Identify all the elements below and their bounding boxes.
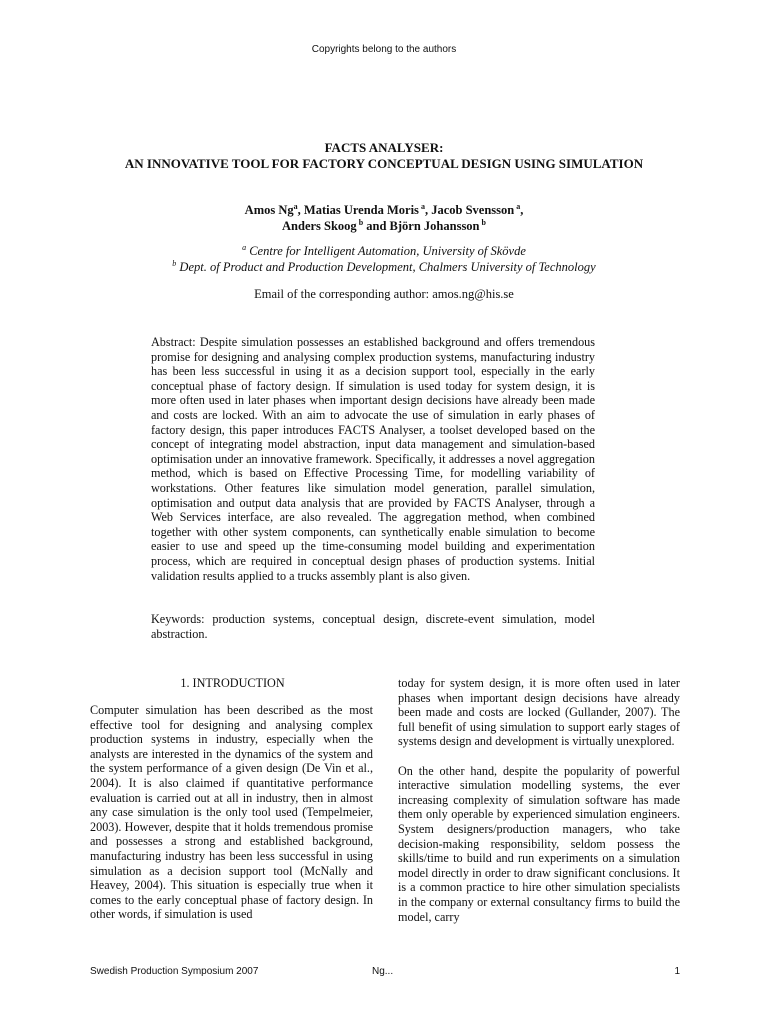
- affiliation-text: Dept. of Product and Production Development, Chalmers University of Technology: [176, 260, 596, 274]
- body-column-left: Computer simulation has been described as the most effective tool for designing and analysing complex production systems in industry, especially when the analysts are interested in the dynamics of the system and the system performance of a given design (De Vin et al., 2004). It is also claimed if quantitative performance evaluation is carried out at all in industry, then in almost any case simulation is the only tool used (Tempelmeier, 2003). However, despite that it holds tremendous promise and possesses a strong and established background, manufacturing industry has been less successful in using simulation as a decision support tool (McNally and Heavey, 2004). This situation is especially true when it comes to the early conceptual phase of factory design. In other words, if simulation is used: [90, 703, 373, 922]
- affiliation-a: [110, 243, 658, 259]
- affiliation-marker: b: [172, 258, 177, 268]
- author-name: , Jacob Svensson: [424, 203, 515, 217]
- affiliation-text: Centre for Intelligent Automation, University of Skövde: [246, 244, 526, 258]
- paper-title: [60, 140, 708, 172]
- affiliation-marker: a: [293, 201, 298, 211]
- title-line-2: AN INNOVATIVE TOOL FOR FACTORY CONCEPTUAL DESIGN USING SIMULATION: [124, 156, 644, 171]
- affiliation-b: [110, 259, 658, 275]
- affiliations: [110, 243, 658, 275]
- authors-line-1: [140, 202, 628, 218]
- page-number: 1: [674, 966, 680, 977]
- affiliation-marker: b: [356, 217, 364, 227]
- header-copyright-note: Copyrights belong to the authors: [311, 44, 457, 55]
- section-heading-introduction: 1. INTRODUCTION: [180, 676, 285, 690]
- author-name: Amos Ng: [244, 203, 294, 217]
- affiliation-marker: a: [418, 201, 425, 211]
- affiliation-marker: a: [514, 201, 521, 211]
- author-name: Anders Skoog: [282, 219, 357, 233]
- keywords: Keywords: production systems, conceptual design, discrete-event simulation, model abstraction.: [151, 612, 595, 641]
- author-name: and Björn Johansson: [363, 219, 480, 233]
- affiliation-marker: b: [479, 217, 486, 227]
- paragraph: today for system design, it is more often used in later phases when important design decisions have already been made and costs are locked (Gullander, 2007). The full benefit of using simulation to support early stages of systems design and development is virtually unexplored.: [398, 676, 680, 749]
- footer-author: Ng...: [372, 966, 394, 977]
- body-column-right: [398, 676, 680, 924]
- authors-line-2: [140, 218, 628, 234]
- title-line-1: FACTS ANALYSER:: [324, 140, 444, 155]
- footer-conference: Swedish Production Symposium 2007: [90, 966, 259, 977]
- abstract: Abstract: Despite simulation possesses an established background and offers tremendous promise for designing and analysing complex production systems, manufacturing industry has been less successful in using it as a decision support tool, especially in the early conceptual phase of factory design. If simulation is used today for system design, it is more often used in later phases when important design decisions have already been made and costs are locked. With an aim to advocate the use of simulation in early phases of factory design, this paper introduces FACTS Analyser, a toolset developed based on the concept of integrating model abstraction, input data management and simulation-based optimisation under an innovative framework. Specifically, it addresses a novel aggregation method, which is based on Effective Processing Time, for modelling variability of workstations. Other features like simulation model generation, parallel simulation, optimisation and output data analysis that are provided by FACTS Analyser, through a Web Services interface, are also revealed. The aggregation method, when combined together with other system components, can synthetically enable simulation to become easier to use and speed up the time-consuming model building and experimentation process, which are required in conceptual design phases of production systems. Initial validation results applied to a trucks assembly plant is also given.: [151, 335, 595, 583]
- author-name: , Matias Urenda Moris: [297, 203, 419, 217]
- paragraph: On the other hand, despite the popularity of powerful interactive simulation modelling systems, the ever increasing complexity of simulation software has made them only operable by experienced simulation engineers. System designers/production managers, who take decision-making responsibility, seldom possess the skills/time to build and run experiments on a simulation model directly in order to draw significant conclusions. It is a common practice to hire other simulation specialists in the company or external consultancy firms to build the model, carry: [398, 763, 680, 924]
- author-separator: ,: [520, 203, 524, 217]
- corresponding-email: Email of the corresponding author: amos.ng@his.se: [254, 287, 514, 301]
- author-list: [140, 202, 628, 234]
- affiliation-marker: a: [242, 242, 247, 252]
